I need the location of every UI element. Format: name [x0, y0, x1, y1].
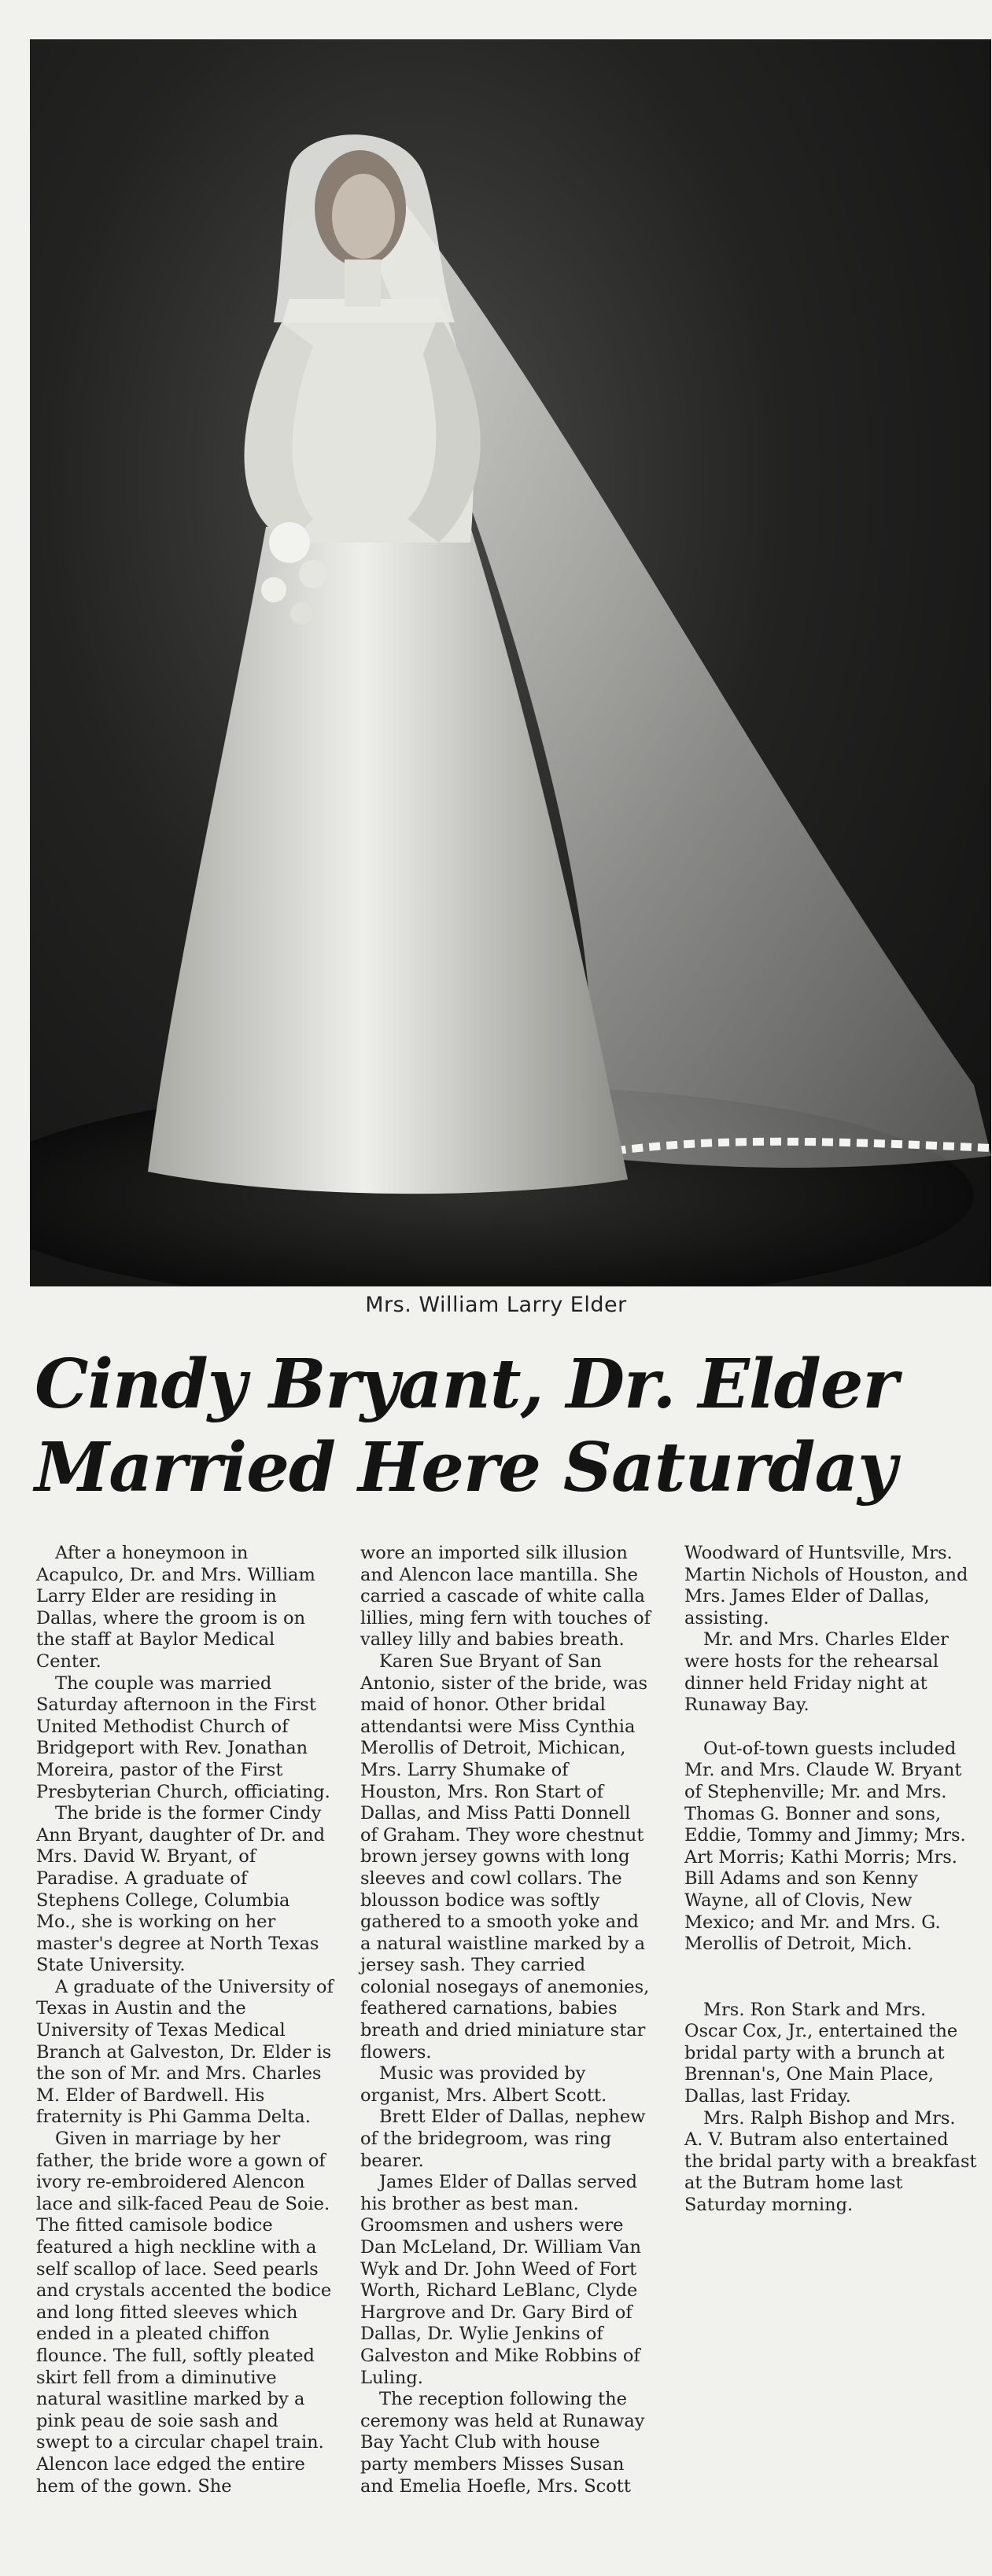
paragraph: Out-of-town guests included Mr. and Mrs. Claude W. Bryant of Stephenville; Mr. and Mrs. Thomas G. Bonner and sons, Eddie, Tommy and Jimmy; Mrs. Art Morris; Kathi Morris; Mrs. Bill Adams and son Kenny Wayne, all of Clovis, New Mexico; and Mr. and Mrs. G. Merollis of Detroit, Mich. [684, 1738, 966, 1955]
paragraph: Given in marriage by her father, the bride wore a gown of ivory re-embroidered Alencon lace and silk-faced Peau de Soie. The fitted camisole bodice featured a high neckline with a self scallop of lace. Seed pearls and crystals accented the bodice and long fitted sleeves which ended in a pleated chiffon flounce. The full, softly pleated skirt fell from a diminutive natural wasitline marked by a pink peau de soie sash and swept to a circular chapel train. Alencon lace edged the entire hem of the gown. She [36, 2129, 332, 2497]
paragraph: Karen Sue Bryant of San Antonio, sister of the bride, was maid of honor. Other bridal attendantsi were Miss Cynthia Merollis of Detroit, Michican, Mrs. Larry Shumake of Houston, Mrs. Ron Start of Dallas, and Miss Patti Donnell of Graham. They wore chestnut brown jersey gowns with long sleeves and cowl collars. The blousson bodice was softly gathered to a smooth yoke and a natural waistline marked by a jersey sash. They carried colonial nosegays of anemonies, feathered carnations, babies breath and dried miniature star flowers. [360, 1650, 650, 2063]
paragraph: After a honeymoon in Acapulco, Dr. and Mrs. William Larry Elder are residing in Dallas, where the groom is on the staff at Baylor Medical Center. [36, 1543, 315, 1672]
photo-caption: Mrs. William Larry Elder [365, 1293, 627, 1317]
paragraph: James Elder of Dallas served his brother as best man. Groomsmen and ushers were Dan McLeland, Dr. William Van Wyk and Dr. John Weed of Fort Worth, Richard LeBlanc, Clyde Hargrove and Dr. Gary Bird of Dallas, Dr. Wylie Jenkins of Galveston and Mike Robbins of Luling. [360, 2172, 641, 2388]
paragraph: The couple was married Saturday afternoon in the First United Methodist Church of Bridgeport with Rev. Jonathan Moreira, pastor of the First Presbyterian Church, officiating. [36, 1673, 330, 1802]
bride-illustration-icon [30, 39, 991, 1286]
bride-portrait-photo [30, 39, 991, 1286]
article-column-2 [360, 1543, 651, 2497]
paragraph: Music was provided by organist, Mrs. Albert Scott. [360, 2063, 607, 2106]
headline-line-2: Married Here Saturday [35, 1428, 897, 1507]
paragraph: A graduate of the University of Texas in Austin and the University of Texas Medical Branch at Galveston, Dr. Elder is the son of Mr. and Mrs. Charles M. Elder of Bardwell. His fraternity is Phi Gamma Delta. [36, 1976, 334, 2128]
paragraph: The bride is the former Cindy Ann Bryant, daughter of Dr. and Mrs. David W. Bryant, of Paradise. A graduate of Stephens College, Columbia Mo., she is working on her master's degree at North Texas State University. [36, 1803, 326, 1976]
article-headline [35, 1343, 979, 1510]
paragraph: Mrs. Ralph Bishop and Mrs. A. V. Butram also entertained the bridal party with a breakfast at the Butram home last Saturday morning. [684, 2107, 977, 2216]
article-column-1 [36, 1543, 334, 2497]
headline-line-1: Cindy Bryant, Dr. Elder [35, 1345, 898, 1424]
paragraph: Brett Elder of Dallas, nephew of the bridegroom, was ring bearer. [360, 2107, 646, 2171]
paragraph: Mrs. Ron Stark and Mrs. Oscar Cox, Jr., entertained the bridal party with a brunch at Brennan's, One Main Place, Dallas, last Friday. [684, 1999, 958, 2107]
paragraph: Woodward of Huntsville, Mrs. Martin Nichols of Houston, and Mrs. James Elder of Dallas, assisting. [684, 1543, 968, 1628]
paragraph: Mr. and Mrs. Charles Elder were hosts for the rehearsal dinner held Friday night at Runaway Bay. [684, 1629, 949, 1716]
paragraph: The reception following the ceremony was held at Runaway Bay Yacht Club with house party members Misses Susan and Emelia Hoefle, Mrs. Scott [360, 2389, 645, 2497]
paragraph: wore an imported silk illusion and Alencon lace mantilla. She carried a cascade of white calla lillies, ming fern with touches of valley lilly and babies breath. [360, 1543, 651, 1650]
article-column-3 [684, 1543, 977, 2217]
